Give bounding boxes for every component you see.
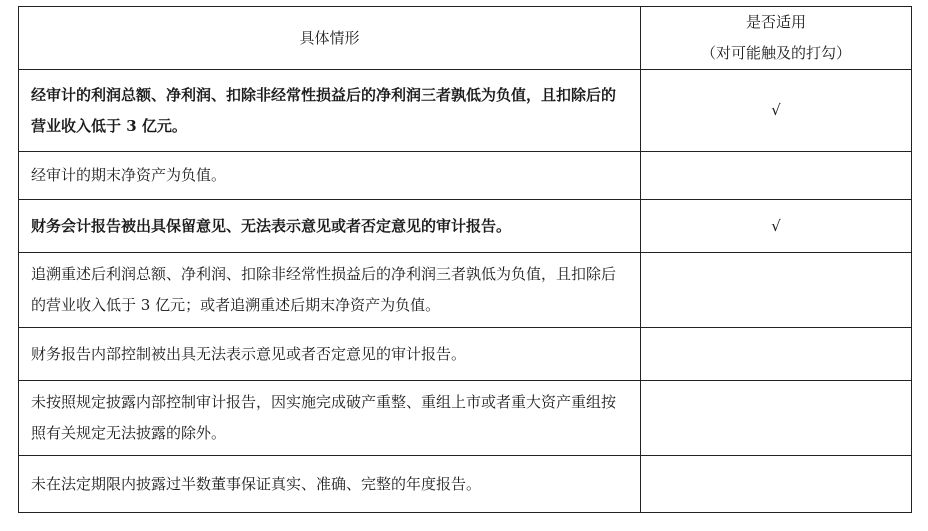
- row-check-mark: [641, 328, 912, 381]
- header-applicable-note: （对可能触及的打勾）: [700, 44, 851, 62]
- row-check-mark: [641, 381, 912, 456]
- row-check-mark: [641, 152, 912, 200]
- row-check-mark: √: [641, 70, 912, 152]
- row-situation-text: 财务会计报告被出具保留意见、无法表示意见或者否定意见的审计报告。: [19, 200, 641, 253]
- table-row: [19, 456, 912, 513]
- table-row: [19, 200, 912, 253]
- row-situation-text: 经审计的期末净资产为负值。: [19, 152, 641, 200]
- table-header-row: [19, 7, 912, 70]
- delisting-criteria-table: [18, 6, 912, 513]
- row-check-mark: [641, 456, 912, 513]
- row-situation-text: 财务报告内部控制被出具无法表示意见或者否定意见的审计报告。: [19, 328, 641, 381]
- table-row: [19, 253, 912, 328]
- table-row: [19, 152, 912, 200]
- row-situation-text: 经审计的利润总额、净利润、扣除非经常性损益后的净利润三者孰低为负值，且扣除后的营业收入低于 3 亿元。: [19, 70, 641, 152]
- table-row: [19, 328, 912, 381]
- header-situation: 具体情形: [19, 7, 641, 70]
- header-applicable: [641, 7, 912, 70]
- row-situation-text: 未在法定期限内披露过半数董事保证真实、准确、完整的年度报告。: [19, 456, 641, 513]
- row-check-mark: √: [641, 200, 912, 253]
- table-row: [19, 381, 912, 456]
- header-applicable-title: 是否适用: [745, 13, 806, 31]
- row-check-mark: [641, 253, 912, 328]
- row-situation-text: 未按照规定披露内部控制审计报告，因实施完成破产重整、重组上市或者重大资产重组按照有关规定无法披露的除外。: [19, 381, 641, 456]
- row-situation-text: 追溯重述后利润总额、净利润、扣除非经常性损益后的净利润三者孰低为负值，且扣除后的营业收入低于 3 亿元；或者追溯重述后期末净资产为负值。: [19, 253, 641, 328]
- table-row: [19, 70, 912, 152]
